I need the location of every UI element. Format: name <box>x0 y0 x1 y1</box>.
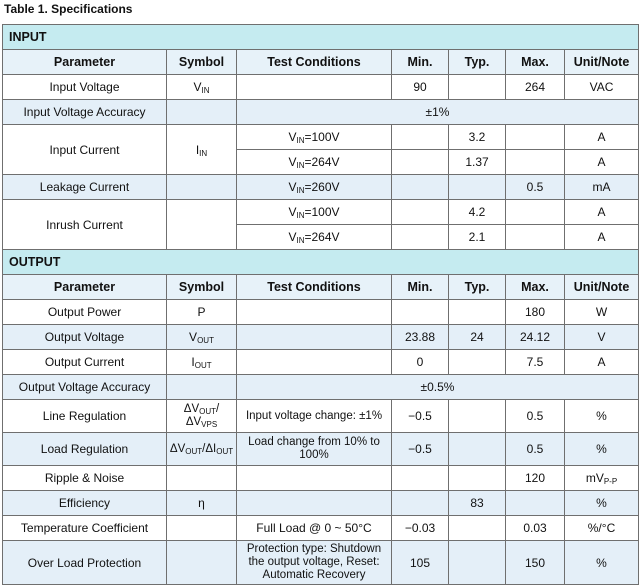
col-header: Unit/Note <box>565 50 639 75</box>
table-row <box>3 491 639 516</box>
symbol-cell: $I_{IN}$ <box>167 125 237 175</box>
typ-cell <box>449 75 506 100</box>
unit-cell: A <box>565 125 639 150</box>
param-cell: Inrush Current <box>3 200 167 250</box>
param-cell: Temperature Coefficient <box>3 516 167 541</box>
max-cell: 7.5 <box>506 350 565 375</box>
max-cell <box>506 225 565 250</box>
max-cell: 0.5 <box>506 433 565 466</box>
min-cell: −0.5 <box>392 433 449 466</box>
table-row <box>3 175 639 200</box>
symbol-cell: $V_{IN}$ <box>167 75 237 100</box>
typ-cell: 83 <box>449 491 506 516</box>
min-cell <box>392 225 449 250</box>
param-cell: Efficiency <box>3 491 167 516</box>
col-header: Symbol <box>167 50 237 75</box>
max-cell <box>506 491 565 516</box>
unit-cell: % <box>565 541 639 585</box>
cond-cell: $V_{IN}=264V$ <box>237 150 392 175</box>
unit-cell: V <box>565 325 639 350</box>
col-header: Test Conditions <box>237 50 392 75</box>
header-row <box>3 275 639 300</box>
unit-cell: A <box>565 225 639 250</box>
col-header: Unit/Note <box>565 275 639 300</box>
min-cell <box>392 300 449 325</box>
min-cell <box>392 150 449 175</box>
min-cell: 0 <box>392 350 449 375</box>
col-header: Min. <box>392 50 449 75</box>
param-cell: Output Voltage <box>3 325 167 350</box>
typ-cell: 2.1 <box>449 225 506 250</box>
typ-cell <box>449 433 506 466</box>
table-row <box>3 300 639 325</box>
typ-cell <box>449 175 506 200</box>
symbol-cell <box>167 375 237 400</box>
header-row <box>3 50 639 75</box>
symbol-cell <box>167 516 237 541</box>
cond-cell: $V_{IN}=100V$ <box>237 125 392 150</box>
unit-cell: mA <box>565 175 639 200</box>
symbol-cell: η <box>167 491 237 516</box>
cond-cell: Full Load @ 0 ~ 50°C <box>237 516 392 541</box>
symbol-cell: $\Delta V_{OUT}/\Delta V_{VPS}$ <box>167 400 237 433</box>
unit-cell: % <box>565 400 639 433</box>
min-cell <box>392 200 449 225</box>
cond-cell <box>237 466 392 491</box>
table-row <box>3 375 639 400</box>
symbol-cell: $\Delta V_{OUT}/\Delta I_{OUT}$ <box>167 433 237 466</box>
col-header: Typ. <box>449 275 506 300</box>
cond-cell: Input voltage change: ±1% <box>237 400 392 433</box>
min-cell: −0.5 <box>392 400 449 433</box>
table-row <box>3 433 639 466</box>
cond-cell <box>237 300 392 325</box>
cond-cell <box>237 325 392 350</box>
max-cell: 0.5 <box>506 400 565 433</box>
param-cell: Input Current <box>3 125 167 175</box>
unit-cell: A <box>565 150 639 175</box>
max-cell <box>506 150 565 175</box>
col-header: Max. <box>506 275 565 300</box>
param-cell: Output Current <box>3 350 167 375</box>
max-cell: 0.03 <box>506 516 565 541</box>
typ-cell <box>449 516 506 541</box>
specifications-table <box>2 24 639 585</box>
symbol-cell <box>167 200 237 250</box>
cond-cell: $V_{IN}=260V$ <box>237 175 392 200</box>
typ-cell <box>449 300 506 325</box>
param-cell: Line Regulation <box>3 400 167 433</box>
table-row <box>3 516 639 541</box>
unit-cell: VAC <box>565 75 639 100</box>
param-cell: Over Load Protection <box>3 541 167 585</box>
cond-cell <box>237 75 392 100</box>
unit-cell: % <box>565 491 639 516</box>
unit-cell: W <box>565 300 639 325</box>
symbol-cell <box>167 466 237 491</box>
cond-cell: Load change from 10% to 100% <box>237 433 392 466</box>
symbol-cell: $I_{OUT}$ <box>167 350 237 375</box>
table-row <box>3 466 639 491</box>
table-row <box>3 200 639 225</box>
max-cell: 264 <box>506 75 565 100</box>
section-title: OUTPUT <box>3 250 639 275</box>
typ-cell <box>449 400 506 433</box>
col-header: Test Conditions <box>237 275 392 300</box>
param-cell: Ripple & Noise <box>3 466 167 491</box>
max-cell: 24.12 <box>506 325 565 350</box>
cond-cell: $V_{IN}=100V$ <box>237 200 392 225</box>
span-value-cell: ±0.5% <box>237 375 639 400</box>
min-cell: 105 <box>392 541 449 585</box>
table-row <box>3 75 639 100</box>
max-cell: 150 <box>506 541 565 585</box>
unit-cell: %/°C <box>565 516 639 541</box>
max-cell: 180 <box>506 300 565 325</box>
table-row <box>3 325 639 350</box>
param-cell: Input Voltage <box>3 75 167 100</box>
cond-cell: $V_{IN}=264V$ <box>237 225 392 250</box>
typ-cell <box>449 466 506 491</box>
param-cell: Leakage Current <box>3 175 167 200</box>
max-cell: 0.5 <box>506 175 565 200</box>
min-cell: 90 <box>392 75 449 100</box>
symbol-cell <box>167 100 237 125</box>
table-row <box>3 400 639 433</box>
cond-cell <box>237 491 392 516</box>
typ-cell: 4.2 <box>449 200 506 225</box>
section-row-input <box>3 25 639 50</box>
table-row <box>3 350 639 375</box>
cond-cell <box>237 350 392 375</box>
section-row-output <box>3 250 639 275</box>
table-title: Table 1. Specifications <box>4 2 133 16</box>
max-cell <box>506 125 565 150</box>
symbol-cell <box>167 175 237 200</box>
param-cell: Input Voltage Accuracy <box>3 100 167 125</box>
min-cell <box>392 491 449 516</box>
col-header: Symbol <box>167 275 237 300</box>
col-header: Parameter <box>3 50 167 75</box>
typ-cell: 1.37 <box>449 150 506 175</box>
min-cell: 23.88 <box>392 325 449 350</box>
col-header: Typ. <box>449 50 506 75</box>
section-title: INPUT <box>3 25 639 50</box>
table-row <box>3 100 639 125</box>
cond-cell: Protection type: Shutdown the output voltage, Reset: Automatic Recovery <box>237 541 392 585</box>
table-row <box>3 125 639 150</box>
unit-cell: $mV_{P-P}$ <box>565 466 639 491</box>
unit-cell: A <box>565 350 639 375</box>
typ-cell: 3.2 <box>449 125 506 150</box>
span-value-cell: ±1% <box>237 100 639 125</box>
max-cell: 120 <box>506 466 565 491</box>
symbol-cell: P <box>167 300 237 325</box>
col-header: Max. <box>506 50 565 75</box>
table-row <box>3 541 639 585</box>
param-cell: Output Power <box>3 300 167 325</box>
max-cell <box>506 200 565 225</box>
min-cell <box>392 466 449 491</box>
min-cell: −0.03 <box>392 516 449 541</box>
col-header: Parameter <box>3 275 167 300</box>
typ-cell: 24 <box>449 325 506 350</box>
typ-cell <box>449 541 506 585</box>
min-cell <box>392 175 449 200</box>
param-cell: Output Voltage Accuracy <box>3 375 167 400</box>
unit-cell: A <box>565 200 639 225</box>
typ-cell <box>449 350 506 375</box>
unit-cell: % <box>565 433 639 466</box>
symbol-cell <box>167 541 237 585</box>
param-cell: Load Regulation <box>3 433 167 466</box>
col-header: Min. <box>392 275 449 300</box>
min-cell <box>392 125 449 150</box>
symbol-cell: $V_{OUT}$ <box>167 325 237 350</box>
